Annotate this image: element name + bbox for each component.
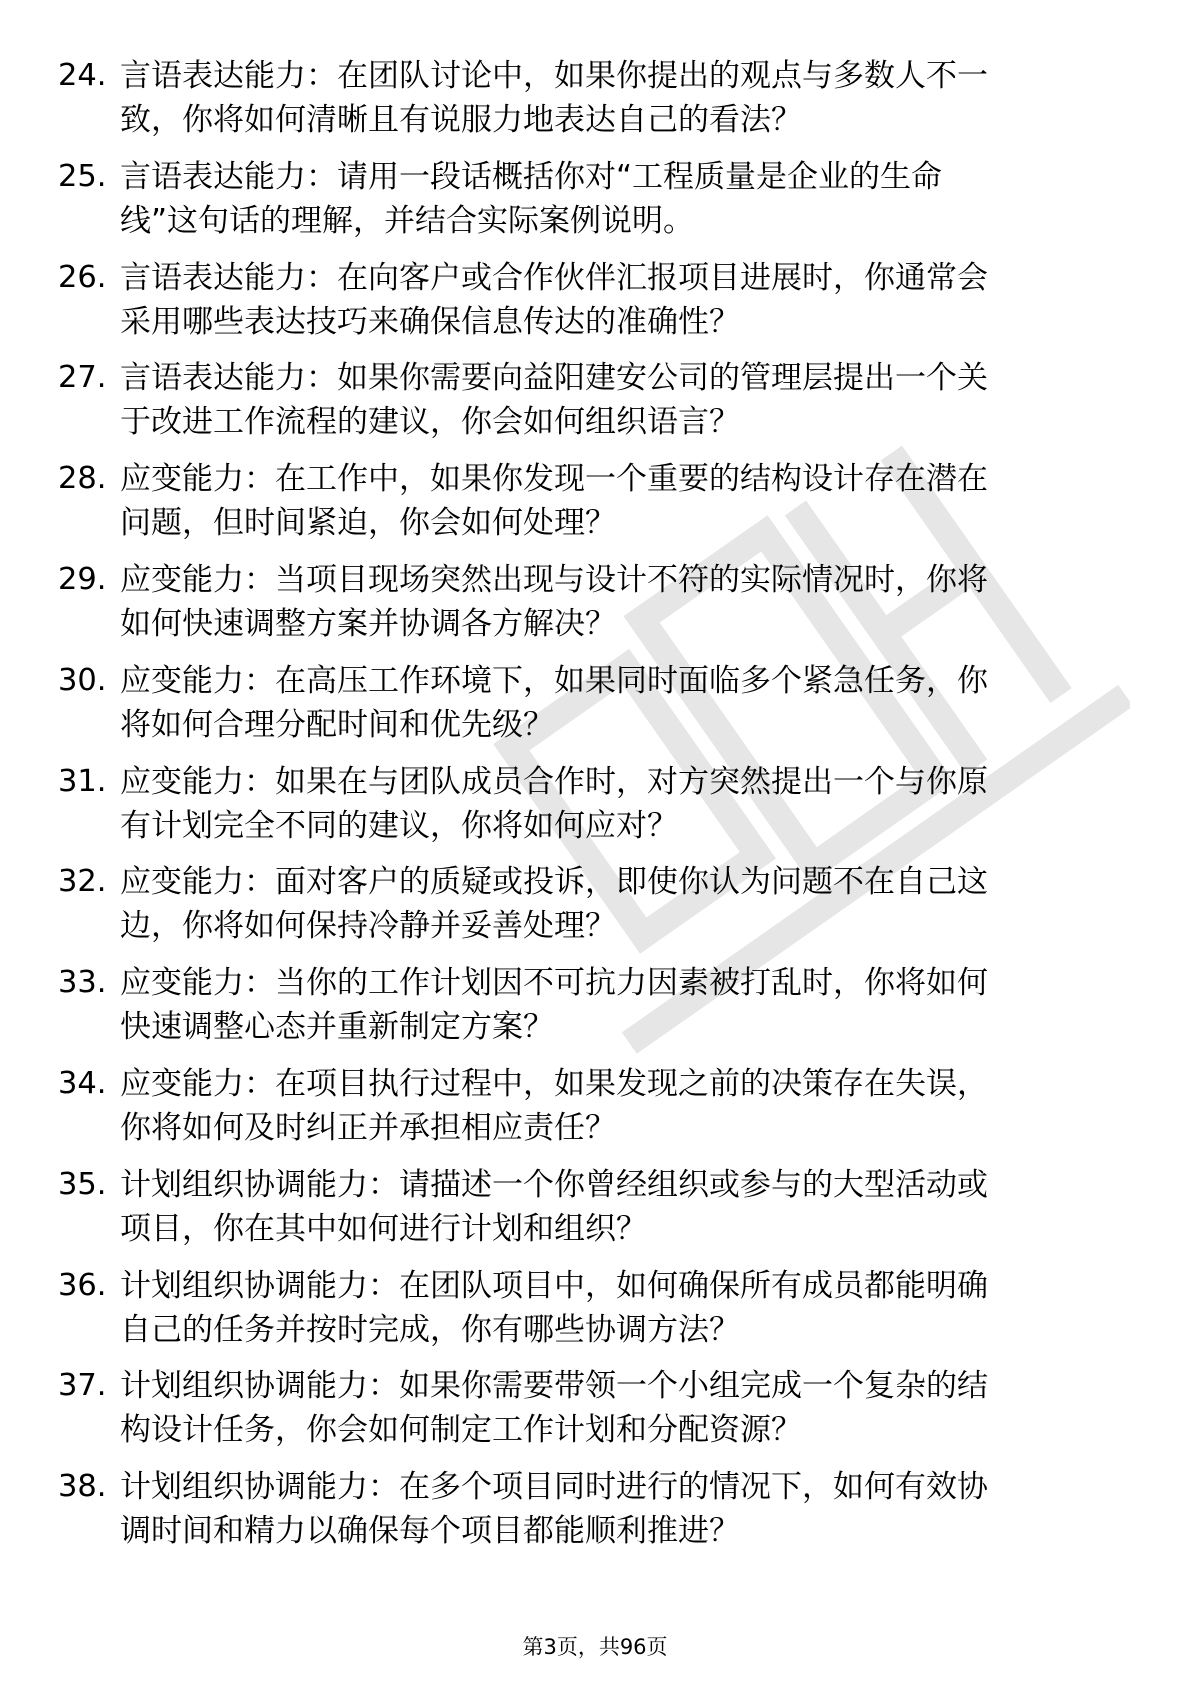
question-number: 27. [58, 360, 107, 396]
question-text [120, 457, 1138, 545]
question-text-line: 计划组织协调能力：在团队项目中，如何确保所有成员都能明确 [120, 1267, 988, 1304]
question-number: 24. [58, 58, 107, 93]
question-text [120, 1163, 1138, 1251]
question-text [120, 1062, 1138, 1150]
question-text-line: 你将如何及时纠正并承担相应责任？ [120, 1109, 616, 1146]
question-text-line: 言语表达能力：在团队讨论中，如果你提出的观点与多数人不一 [120, 58, 988, 94]
question-item [58, 155, 1138, 256]
question-item [58, 1062, 1138, 1163]
question-text-line: 言语表达能力：在向客户或合作伙伴汇报项目进展时，你通常会 [120, 259, 988, 296]
question-number: 26. [58, 259, 107, 295]
question-number: 28. [58, 461, 107, 497]
question-text [120, 155, 1138, 243]
question-text-line: 有计划完全不同的建议，你将如何应对？ [120, 807, 678, 844]
question-item [58, 356, 1138, 457]
question-number: 37. [58, 1368, 107, 1404]
question-text-line: 应变能力：在高压工作环境下，如果同时面临多个紧急任务，你 [120, 662, 988, 699]
question-text-line: 调时间和精力以确保每个项目都能顺利推进？ [120, 1513, 740, 1550]
question-item [58, 659, 1138, 760]
question-text-line: 应变能力：如果在与团队成员合作时，对方突然提出一个与你原 [120, 763, 988, 800]
question-item [58, 961, 1138, 1062]
question-text-line: 采用哪些表达技巧来确保信息传达的准确性？ [120, 303, 740, 340]
question-text-line: 应变能力：在工作中，如果你发现一个重要的结构设计存在潜在 [120, 461, 988, 498]
question-item [58, 1264, 1138, 1365]
question-text-line: 问题，但时间紧迫，你会如何处理？ [120, 505, 616, 542]
question-text [120, 256, 1138, 344]
question-text-line: 构设计任务，你会如何制定工作计划和分配资源？ [120, 1412, 802, 1449]
page-number-label: 第3页，共96页 [522, 1635, 668, 1659]
question-text [120, 1364, 1138, 1452]
question-text-line: 边，你将如何保持冷静并妥善处理？ [120, 908, 616, 945]
question-number: 38. [58, 1469, 107, 1505]
question-text-line: 应变能力：在项目执行过程中，如果发现之前的决策存在失误， [120, 1065, 988, 1102]
question-text-line: 如何快速调整方案并协调各方解决？ [120, 605, 616, 642]
question-text-line: 项目，你在其中如何进行计划和组织？ [120, 1210, 647, 1247]
question-text-line: 言语表达能力：如果你需要向益阳建安公司的管理层提出一个关 [120, 360, 988, 397]
question-text-line: 计划组织协调能力：请描述一个你曾经组织或参与的大型活动或 [120, 1166, 988, 1203]
question-item [58, 54, 1138, 155]
question-number: 32. [58, 864, 107, 900]
question-item [58, 1465, 1138, 1566]
question-text-line: 于改进工作流程的建议，你会如何组织语言？ [120, 404, 740, 441]
question-number: 25. [58, 158, 107, 194]
question-text [120, 1264, 1138, 1352]
question-list [58, 54, 1138, 1566]
question-text [120, 659, 1138, 747]
question-text-line: 应变能力：面对客户的质疑或投诉，即使你认为问题不在自己这 [120, 864, 988, 901]
question-text-line: 计划组织协调能力：如果你需要带领一个小组完成一个复杂的结 [120, 1368, 988, 1405]
question-item [58, 558, 1138, 659]
question-number: 29. [58, 561, 107, 597]
question-text-line: 应变能力：当你的工作计划因不可抗力因素被打乱时，你将如何 [120, 965, 988, 1002]
question-text [120, 961, 1138, 1049]
question-text [120, 860, 1138, 948]
question-number: 36. [58, 1267, 107, 1303]
question-text-line: 计划组织协调能力：在多个项目同时进行的情况下，如何有效协 [120, 1469, 988, 1506]
question-text [120, 356, 1138, 444]
question-text-line: 应变能力：当项目现场突然出现与设计不符的实际情况时，你将 [120, 561, 988, 598]
question-item [58, 760, 1138, 861]
question-text-line: 言语表达能力：请用一段话概括你对“工程质量是企业的生命 [120, 158, 943, 195]
question-item [58, 860, 1138, 961]
question-number: 34. [58, 1065, 107, 1101]
question-number: 35. [58, 1166, 107, 1202]
question-text-line: 将如何合理分配时间和优先级？ [120, 706, 554, 743]
question-item [58, 1364, 1138, 1465]
page-footer [0, 1634, 1190, 1660]
question-text-line: 致，你将如何清晰且有说服力地表达自己的看法？ [120, 102, 802, 138]
question-item [58, 457, 1138, 558]
question-number: 33. [58, 965, 107, 1001]
question-text [120, 760, 1138, 848]
question-text [120, 54, 1138, 142]
question-number: 30. [58, 662, 107, 698]
question-number: 31. [58, 763, 107, 799]
question-text-line: 自己的任务并按时完成，你有哪些协调方法？ [120, 1311, 740, 1348]
question-item [58, 1163, 1138, 1264]
question-text-line: 快速调整心态并重新制定方案？ [120, 1009, 554, 1046]
question-text [120, 558, 1138, 646]
question-item [58, 256, 1138, 357]
question-text [120, 1465, 1138, 1553]
question-text-line: 线”这句话的理解，并结合实际案例说明。 [120, 202, 695, 239]
